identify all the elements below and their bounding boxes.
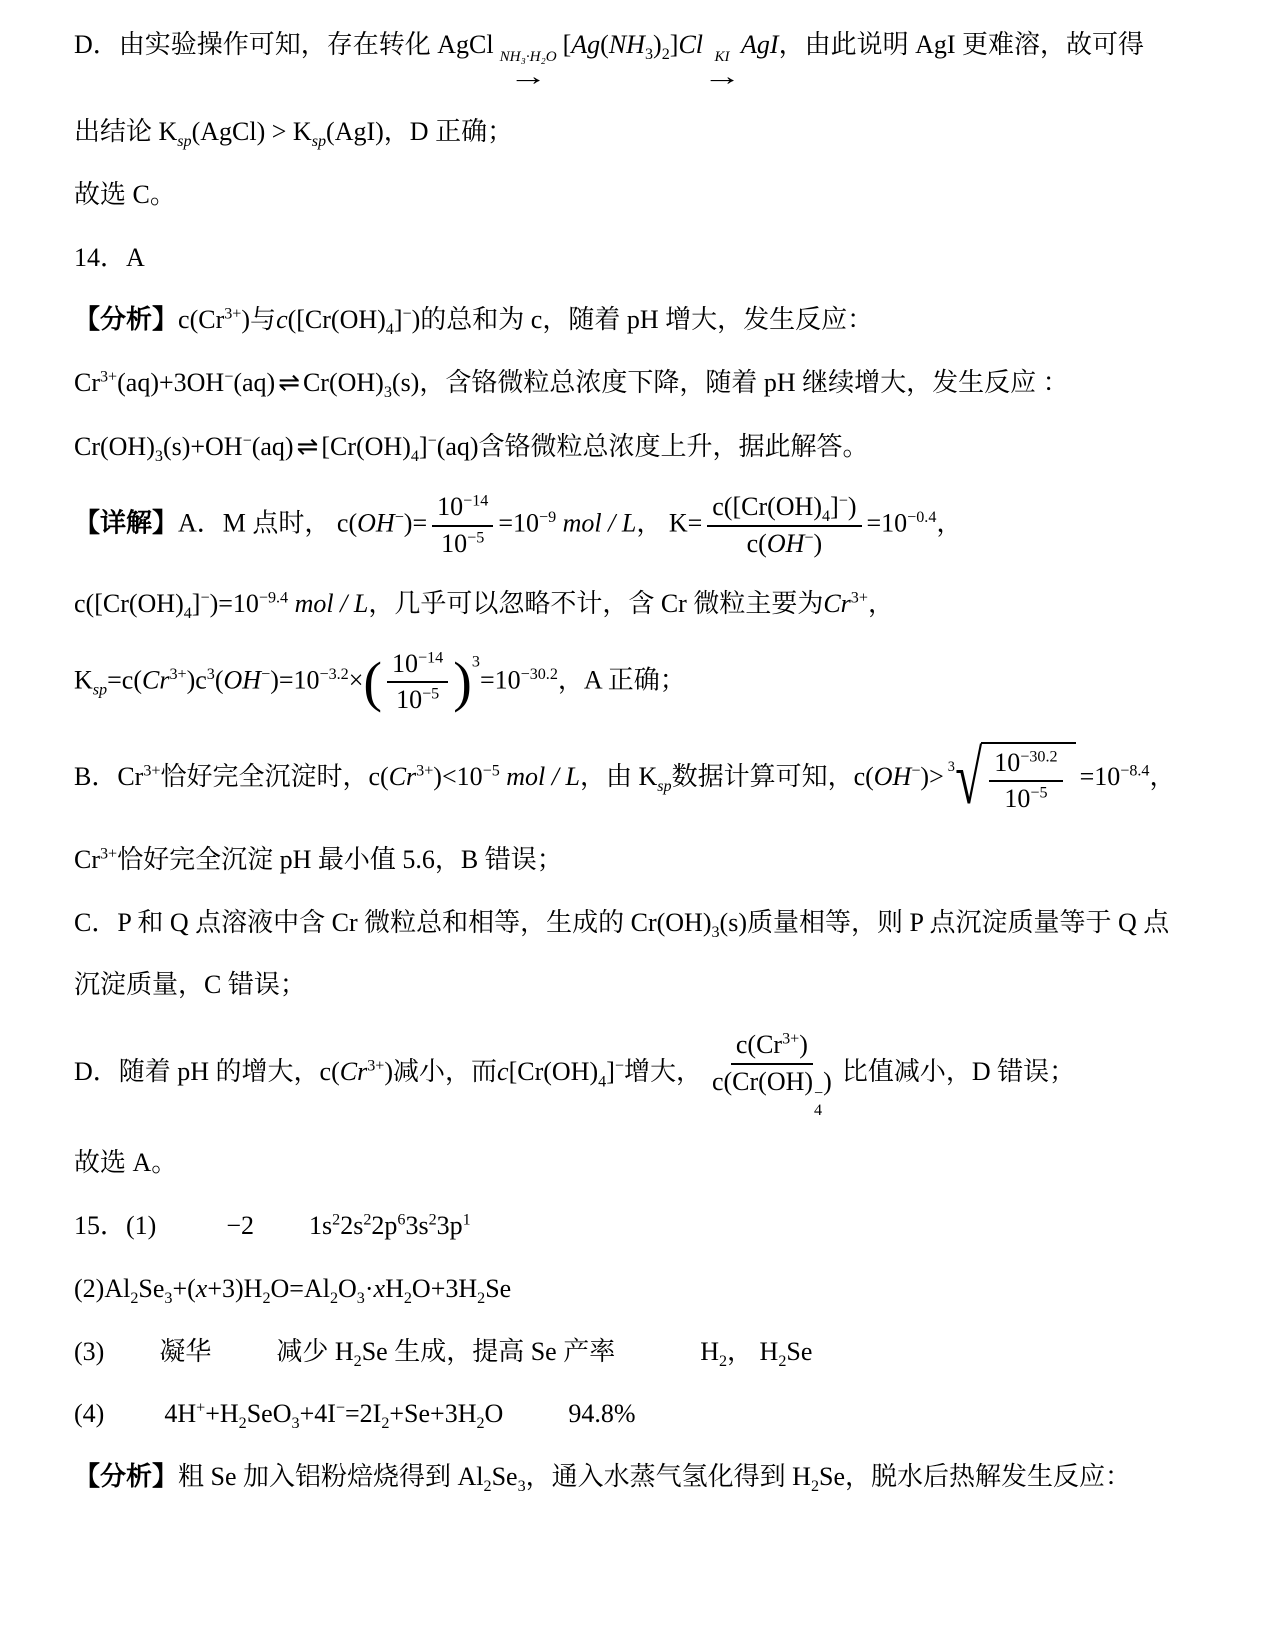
subscript: sp: [657, 778, 672, 796]
answer-14-detail-c-1: [74, 904, 1207, 942]
superscript: 3+: [416, 762, 434, 780]
exponent: 3: [471, 653, 480, 671]
text-run: (s)质量相等，则 P 点沉淀质量等于 Q 点: [719, 907, 1170, 937]
subscript: 2: [353, 1352, 362, 1370]
numerator: [707, 491, 861, 527]
superscript: −9.4: [258, 589, 289, 607]
text-run: ): [847, 492, 857, 522]
text-run: ，: [1149, 761, 1176, 791]
superscript: −: [335, 1399, 345, 1417]
text-run: 10: [392, 648, 419, 678]
text-run: B．Cr: [74, 761, 144, 791]
text-run: D．随着 pH 的增大，c(: [74, 1057, 340, 1087]
text-run: =c(: [107, 665, 142, 695]
text-run: )减小，而: [384, 1057, 498, 1087]
spacer: [104, 1359, 159, 1360]
text-run: 2s: [340, 1211, 364, 1241]
text-run: ]: [191, 589, 201, 619]
text-run: ，A 正确；: [557, 665, 686, 695]
superscript: −3.2: [319, 665, 349, 683]
text-run: 10: [437, 492, 464, 522]
text-run: c: [178, 305, 190, 335]
text-run: Se: [491, 1461, 518, 1491]
big-paren: ): [453, 651, 472, 714]
answer-14-detail-b-1: [74, 736, 1207, 820]
text-run: Cl: [678, 30, 704, 59]
answer-14-detail-a-3: [74, 648, 1207, 717]
text-run: 10: [441, 528, 468, 558]
answer-14-detail-a-1: [74, 491, 1207, 560]
text-run: ]: [418, 431, 428, 461]
superscript: −: [224, 368, 234, 386]
superscript: −8.4: [1120, 762, 1150, 780]
arrow-condition-label: KI: [714, 49, 730, 65]
superscript: 6: [397, 1211, 406, 1229]
denominator: [742, 527, 828, 561]
text-run: 【分析】: [74, 1461, 179, 1491]
text-run: [: [562, 30, 572, 59]
superscript: −9: [538, 509, 557, 527]
text-run: ⇌: [296, 431, 319, 462]
answer-13-option-d: [74, 26, 1207, 92]
text-run: OH: [873, 761, 912, 791]
text-run: ， H: [727, 1336, 779, 1366]
text-run: 的总和为 c，随着 pH 增大，发生反应：: [420, 305, 874, 335]
text-run: O=Al: [270, 1273, 330, 1303]
subscript: 4: [822, 508, 831, 526]
superscript: 3: [206, 665, 215, 683]
text-run: NH: [608, 30, 645, 59]
big-paren: (: [363, 651, 383, 714]
reaction-arrow: [499, 49, 557, 92]
text-run: 1s: [309, 1211, 333, 1241]
text-run: 10: [994, 747, 1021, 777]
subscript: 2: [476, 1415, 485, 1433]
text-run: )=10: [270, 665, 320, 695]
subscript: 2: [718, 1352, 728, 1370]
text-run: ): [823, 1066, 832, 1096]
answer-15-part-3: [74, 1333, 1207, 1371]
text-run: Se: [786, 1336, 813, 1366]
answer-13-conclusion: [74, 113, 1207, 151]
superscript: −: [242, 431, 252, 449]
subscript: 3: [383, 384, 392, 402]
fraction: [707, 1029, 837, 1119]
text-run: c(: [735, 1030, 757, 1060]
subscript: 3: [711, 923, 720, 941]
superscript: −5: [422, 685, 440, 703]
text-run: A．M 点时， c: [178, 508, 349, 538]
text-run: x: [195, 1273, 208, 1303]
text-run: )c: [186, 665, 207, 695]
text-run: =2I: [344, 1399, 382, 1429]
text-run: Cr: [823, 589, 851, 619]
text-run: (3): [74, 1336, 105, 1366]
text-run: ([Cr(OH): [287, 305, 386, 335]
subscript: 3: [356, 1290, 365, 1307]
text-run: +H: [205, 1399, 239, 1429]
text-run: H: [700, 1336, 719, 1366]
superscript: 3+: [100, 368, 118, 386]
superscript: 3+: [367, 1057, 385, 1075]
text-run: (aq): [251, 431, 294, 461]
subscript: 3: [154, 447, 163, 465]
arrow-condition-label: NH₃·H₂O: [499, 49, 557, 65]
spacer: [615, 1359, 700, 1360]
text-run: 3p: [436, 1211, 463, 1241]
text-run: c: [276, 305, 288, 335]
radicand: [981, 742, 1075, 816]
fraction: [989, 747, 1062, 816]
text-run: ]: [606, 1057, 615, 1087]
superscript: −: [402, 305, 412, 323]
text-run: Cr: [388, 761, 417, 791]
text-run: Cr(OH): [732, 1066, 814, 1096]
text-run: (: [214, 665, 224, 695]
numerator: [989, 747, 1062, 783]
numerator: [731, 1029, 813, 1065]
superscript: −: [394, 509, 404, 527]
answer-15-part-1: [74, 1207, 1207, 1245]
answer-13-final: [74, 176, 1207, 214]
text-run: Cr(OH): [74, 431, 155, 461]
superscript: −30.2: [1020, 748, 1058, 766]
text-run: =10: [1079, 761, 1121, 791]
text-run: ，: [867, 589, 894, 619]
text-run: (s)，含铬微粒总浓度下降，随着 pH 继续增大，发生反应 ：: [391, 367, 1069, 397]
text-run: Cr: [74, 844, 100, 874]
text-run: (AgCl) > K: [191, 117, 312, 147]
text-run: x: [373, 1273, 386, 1303]
text-run: 比值减小，D 错误；: [841, 1057, 1076, 1087]
text-run: 减少 H: [276, 1336, 354, 1366]
superscript: −14: [418, 649, 444, 667]
text-run: ): [799, 1030, 808, 1060]
text-run: (: [189, 305, 199, 335]
text-run: ): [813, 528, 823, 558]
text-run: Se 生成，提高 Se 产率: [361, 1336, 616, 1366]
text-run: [Cr(OH): [508, 1057, 599, 1087]
text-run: 沉淀质量，C 错误；: [74, 970, 306, 1000]
superscript: −0.4: [907, 509, 937, 527]
text-run: c(: [746, 528, 767, 558]
fraction: [387, 648, 448, 717]
spacer: [254, 1233, 309, 1234]
superscript: 3+: [169, 665, 187, 683]
text-run: ×: [348, 665, 364, 695]
spacer: [211, 1359, 276, 1360]
spacer: [503, 1421, 568, 1422]
subscript: 2: [329, 1290, 339, 1307]
text-run: )<10: [433, 761, 483, 791]
answer-14-final: [74, 1144, 1207, 1182]
text-run: 10: [1004, 784, 1031, 814]
cube-root: 3 √ $\frac{10^{-30.2}}{10^{-5}}$: [948, 742, 1076, 816]
text-run: (aq): [233, 367, 276, 397]
superscript: −14: [463, 492, 489, 510]
fraction: [707, 491, 861, 560]
spacer: [104, 1421, 164, 1422]
spacer: [156, 1233, 226, 1234]
superscript: 3+: [100, 845, 118, 863]
subscript: 2: [130, 1290, 139, 1307]
superscript: 3+: [143, 762, 161, 780]
text-run: OH: [357, 508, 395, 538]
subscript: sp: [311, 133, 327, 151]
answer-14-detail-b-2: [74, 841, 1207, 879]
numerator: [432, 491, 493, 527]
text-run: O: [338, 1273, 357, 1303]
text-run: +4I: [299, 1399, 336, 1429]
text-run: 恰好完全沉淀时，c(: [160, 761, 389, 791]
answer-15-analysis: [74, 1458, 1207, 1496]
answer-14-reaction-2: [74, 428, 1207, 467]
text-run: (aq)+3OH: [117, 367, 225, 397]
right-arrow-icon: →: [508, 62, 548, 92]
text-run: ，由 K: [579, 761, 658, 791]
text-run: (4): [74, 1399, 105, 1429]
denominator: [707, 1065, 837, 1120]
text-run: 94.8%: [568, 1399, 636, 1429]
text-run: Cr: [141, 665, 170, 695]
document-body: [74, 26, 1207, 1496]
subscript: sp: [177, 133, 192, 151]
stacked-sup: −: [814, 1084, 824, 1102]
superscript: 2: [332, 1211, 341, 1229]
text-run: ，: [936, 508, 963, 538]
text-run: )=: [403, 508, 428, 538]
subscript: 2: [778, 1352, 787, 1370]
text-run: (2)Al: [74, 1273, 131, 1303]
text-run: ): [653, 30, 662, 59]
answer-14-analysis: [74, 301, 1207, 339]
text-run: +3)H: [207, 1273, 263, 1303]
subscript: 3: [164, 1290, 173, 1307]
text-run: 【分析】: [74, 305, 179, 335]
text-run: Cr: [198, 305, 225, 335]
text-run: H: [385, 1273, 404, 1303]
root-index: 3: [947, 758, 955, 775]
text-run: [Cr(OH): [321, 431, 411, 461]
subscript: sp: [92, 681, 108, 699]
text-run: =10: [479, 665, 521, 695]
text-run: K: [74, 665, 93, 695]
superscript: 3+: [224, 305, 242, 323]
text-run: OH: [223, 665, 262, 695]
superscript: −5: [482, 762, 500, 780]
subscript: 2: [483, 1478, 492, 1496]
text-run: Ag: [571, 30, 601, 59]
text-run: 2p: [371, 1211, 398, 1241]
right-arrow-icon: →: [702, 62, 742, 92]
text-run: Cr(OH): [302, 367, 384, 397]
text-run: 【详解】: [74, 508, 179, 538]
text-run: )>: [920, 761, 944, 791]
subscript: 2: [381, 1415, 390, 1433]
answer-15-part-2: [74, 1270, 1207, 1308]
text-run: Se: [485, 1273, 512, 1303]
text-run: mol / L: [288, 589, 369, 619]
text-run: mol / L: [499, 761, 580, 791]
text-run: +Se+3H: [389, 1399, 477, 1429]
subscript: 2: [262, 1290, 271, 1307]
text-run: ): [411, 305, 421, 335]
text-run: 故选 C。: [74, 179, 176, 209]
fraction: [432, 491, 493, 560]
text-run: 数据计算可知，c(: [671, 761, 874, 791]
subscript: 4: [410, 447, 419, 465]
text-run: (: [348, 508, 358, 538]
text-run: c([Cr(OH): [712, 492, 822, 522]
text-run: ·: [364, 1273, 374, 1303]
stacked-sub: 4: [814, 1101, 823, 1119]
subscript: 4: [598, 1073, 607, 1091]
text-run: (: [600, 30, 609, 59]
text-run: (aq)含铬微粒总浓度上升，据此解答。: [436, 431, 869, 461]
text-run: −2: [226, 1211, 254, 1241]
subscript: 2: [403, 1290, 412, 1307]
answer-15-part-4: [74, 1395, 1207, 1433]
text-run: 增大，: [623, 1057, 702, 1087]
superscript: −: [200, 589, 210, 607]
subscript: 2: [661, 46, 670, 64]
superscript: +: [196, 1399, 206, 1417]
stacked-script: [814, 1086, 823, 1120]
subscript: 2: [810, 1478, 819, 1496]
text-run: ⇌: [278, 367, 300, 398]
text-run: OH: [766, 528, 805, 558]
subscript: 2: [238, 1415, 247, 1433]
text-run: ): [241, 305, 251, 335]
denominator: [999, 782, 1052, 816]
text-run: ]: [669, 30, 679, 59]
denominator: [391, 683, 444, 717]
text-run: 4H: [164, 1399, 197, 1429]
answer-14-detail-c-2: [74, 966, 1207, 1004]
subscript: 4: [385, 321, 394, 339]
text-run: O: [484, 1399, 504, 1429]
text-run: 14．A: [74, 242, 145, 272]
text-run: (s)+OH: [162, 431, 243, 461]
superscript: 3+: [782, 1030, 800, 1048]
text-run: SeO: [246, 1399, 292, 1429]
superscript: −30.2: [520, 665, 558, 683]
text-run: ]: [393, 305, 403, 335]
text-run: D．由实验操作可知，存在转化: [74, 30, 438, 59]
text-run: (AgI)，D 正确；: [326, 117, 514, 147]
denominator: [436, 527, 489, 561]
superscript: −5: [467, 529, 485, 547]
text-run: 粗 Se 加入铝粉焙烧得到 Al: [178, 1461, 484, 1491]
superscript: 1: [462, 1211, 471, 1229]
text-run: ，通入水蒸气氢化得到 H: [525, 1461, 811, 1491]
text-run: C．P 和 Q 点溶液中含 Cr 微粒总和相等，生成的 Cr(OH): [74, 907, 712, 937]
answer-14-reaction-1: [74, 364, 1207, 403]
text-run: Cr: [756, 1030, 783, 1060]
text-run: ，由此说明 AgI 更难溶，故可得: [778, 30, 1144, 59]
text-run: Cr: [339, 1057, 368, 1087]
numerator: [387, 648, 448, 684]
subscript: 2: [477, 1290, 486, 1307]
superscript: −5: [1030, 784, 1048, 802]
subscript: 4: [183, 605, 192, 623]
text-run: )=10: [209, 589, 259, 619]
text-run: 出结论 K: [74, 117, 178, 147]
text-run: Se，脱水后热解发生反应：: [819, 1461, 1132, 1491]
text-run: 10: [396, 685, 423, 715]
subscript: 3: [644, 46, 654, 64]
answer-14-detail-d: [74, 1029, 1207, 1119]
superscript: −: [838, 492, 848, 510]
text-run: 凝华: [159, 1336, 212, 1366]
text-run: ， K=: [636, 508, 703, 538]
text-run: 15．(1): [74, 1211, 157, 1241]
text-run: AgCl: [437, 30, 494, 59]
superscript: −: [804, 529, 814, 547]
superscript: 2: [363, 1211, 372, 1229]
text-run: O+3H: [411, 1273, 478, 1303]
text-run: c([Cr(OH): [74, 589, 184, 619]
subscript: 3: [291, 1415, 300, 1433]
text-run: AgI: [741, 30, 779, 59]
text-run: Cr: [74, 367, 100, 397]
superscript: −: [427, 431, 437, 449]
text-run: c: [497, 1057, 509, 1087]
text-run: ，几乎可以忽略不计，含 Cr 微粒主要为: [368, 589, 824, 619]
text-run: 恰好完全沉淀 pH 最小值 5.6，B 错误；: [117, 844, 563, 874]
superscript: −: [614, 1057, 624, 1075]
text-run: 3s: [405, 1211, 429, 1241]
text-run: =10: [866, 508, 908, 538]
superscript: −: [911, 762, 921, 780]
text-run: 故选 A。: [74, 1148, 178, 1178]
superscript: −: [261, 665, 271, 683]
text-run: Se: [138, 1273, 165, 1303]
answer-14-label: [74, 239, 1207, 277]
text-run: +(: [172, 1273, 196, 1303]
superscript: 2: [428, 1211, 437, 1229]
text-run: =10: [498, 508, 539, 538]
text-run: mol / L: [556, 508, 637, 538]
text-run: 与: [250, 305, 277, 335]
subscript: 3: [517, 1478, 526, 1496]
text-run: ]: [830, 492, 839, 522]
superscript: 3+: [850, 589, 868, 607]
text-run: c(: [711, 1066, 733, 1096]
reaction-arrow: [702, 49, 742, 92]
answer-14-detail-a-2: [74, 585, 1207, 623]
